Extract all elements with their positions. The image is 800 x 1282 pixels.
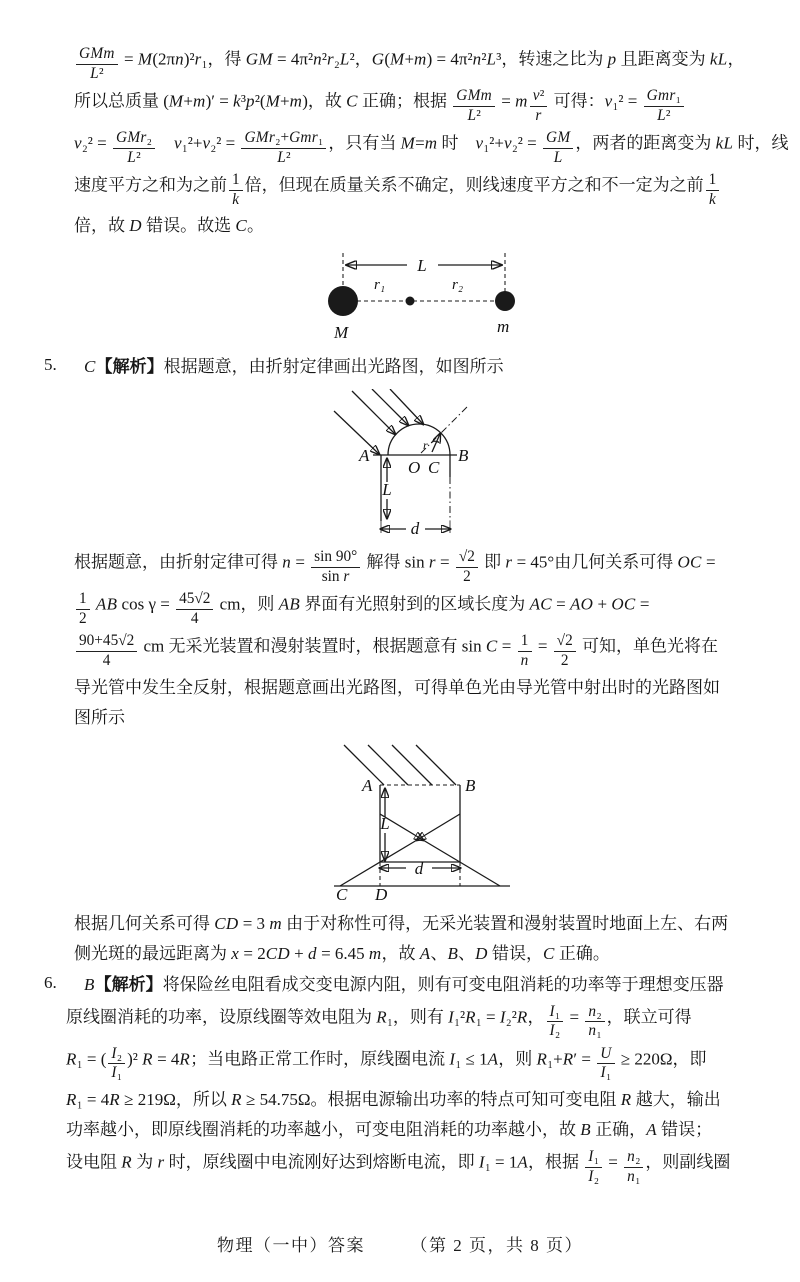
dimension-L [381,459,391,518]
text-line: R₁ = ( $\frac{\text{I₂}}{\text{I₁}}$ )² R = 4R；当电路正常工作时，原线圈电流 I₁ ≤ 1A，则 R₁+R′ = $\frac{U}{\text{I₁}}$ ≥ 220Ω，即 [66,1044,707,1082]
text-line: 根据几何关系可得 CD = 3 m 由于对称性可得，无采光装置和漫射装置时地面上左、右两 [74,913,729,933]
label-d: d [414,858,424,878]
text-line: 设电阻 R 为 r 时，原线圈中电流刚好达到熔断电流，即 I₁ = 1A，根据 $\frac{\text{I₁}}{\text{I₂}}$ = $\frac{\text{n₂}}{\text{n₁}}$ ，则副线圈 [66,1148,731,1185]
paragraph-refraction [74,549,750,730]
label-m: m [497,316,510,336]
figure-two-body-diagram [44,245,750,345]
barycenter-dot [406,296,415,305]
text-line: B【解析】将保险丝电阻看成交变电源内阻，则有可变电阻消耗的功率等于理想变压器 [84,975,724,995]
text-line: C【解析】根据题意，由折射定律画出光路图，如图所示 [84,356,504,376]
label-r2: r₂ [452,276,464,293]
text-line: 速度平方之和为之前 $\frac{1}{k}$ 倍，但现在质量关系不确定，则线速度平方之和不一定为之前 $\frac{1}{k}$ [74,172,750,208]
label-angle-r: r [423,438,428,453]
label-B: B [458,446,469,466]
paragraph-geometry [74,912,750,967]
mass-M-dot [328,286,358,316]
label-O: O [408,458,421,478]
dimension-L [379,789,389,860]
text-line: $\frac{90+45√2}{4}$ cm 无采光装置和漫射装置时，根据题意有 sin C = $\frac{1}{n}$ = $\frac{√2}{2}$ 可知，单色光将在 [74,633,750,669]
paragraph-gravitation [74,45,789,239]
dome-arc [388,424,450,455]
text-line: 原线圈消耗的功率，设原线圈等效电阻为 R₁，则有 I₁²R₁ = I₂²R， $\frac{\text{I₁}}{\text{I₂}}$ = $\frac{\text{n₂}}{\text{n₁}}$ ，联立可得 [66,1002,692,1040]
incident-rays [344,745,456,785]
text-line: $\frac{\text{GMm}}{\text{L²}}$ = M(2πn)²r₁，得 GM = 4π²n²r₂L²，G(M+m) = 4π²n²L³，转速之比为 p 且距离变为 kL， [74,46,750,82]
text-line: 所以总质量 (M+m)′ = k³p²(M+m)，故 C 正确；根据 $\frac{\text{GMm}}{\text{L²}}$ = m $\frac{\text{v²}}{r}$ 可得：v₁² = $\frac{\text{Gmr₁}}{\text{L²}}$ [74,88,750,124]
text-line: 根据题意，由折射定律可得 n = $\frac{\sin 90^\circ}{\text{sin r}}$ 解得 sin r = $\frac{√2}{2}$ 即 r = 45°由几何关系可得 OC = [74,548,716,585]
label-d: d [410,519,420,539]
text-line: 导光管中发生全反射，根据题意画出光路图，可得单色光由导光管中射出时的光路图如 [74,677,720,697]
page-footer [0,1231,800,1256]
text-line: v₂² = $\frac{\text{GMr₂}}{\text{L²}}$ v₁²+v₂² = $\frac{\text{GMr₂+Gmr₁}}{\text{L²}}$ ，只有当 M=m 时 v₁²+v₂² = $\frac{GM}{L}$ ，两者的距离变为 kL 时，线 [74,129,789,166]
figure-light-pipe-exit-diagram [44,737,750,902]
footer-page-number: （第 2 页，共 8 页） [410,1236,583,1255]
item-6-body [66,973,750,1191]
text-line: $\frac{1}{2}$ AB cos γ = $\frac{45√2}{4}$ cm，则 AB 界面有光照射到的区域长度为 AC = AO + OC = [74,591,750,627]
text-line: 图所示 [74,708,125,728]
text-line: 功率越小，即原线圈消耗的功率越小，可变电阻消耗的功率越小，故 B 正确，A 错误； [66,1120,713,1140]
two-body-svg [286,245,536,345]
text-line: 倍，故 D 错误。故选 C。 [74,216,264,236]
label-L: L [417,255,427,275]
label-L: L [380,813,390,833]
label-B: B [465,775,476,795]
mass-m-dot [495,291,515,311]
light-pipe-exit-svg [318,737,528,902]
label-A: A [362,775,373,795]
dimension-d [381,519,450,538]
label-M: M [334,322,349,342]
refracted-ray [432,434,440,452]
label-D: D [375,884,388,902]
label-L: L [382,480,392,500]
figure-light-pipe-entry-diagram [44,389,750,539]
item-5-number: 5. [44,354,57,374]
label-C: C [336,884,348,902]
item-6-number: 6. [44,973,57,993]
label-A: A [359,446,370,466]
dimension-L [343,253,505,301]
item-5 [44,355,750,386]
text-line: R₁ = 4R ≥ 219Ω，所以 R ≥ 54.75Ω。根据电源输出功率的特点可知可变电阻 R 越大，输出 [66,1089,721,1109]
footer-doc-title: 物理（一中）答案 [217,1236,365,1255]
light-pipe-entry-svg [324,389,514,539]
incident-rays [334,389,423,454]
text-line: 侧光斑的最远距离为 x = 2CD + d = 6.45 m，故 A、B、D 错误，C 正确。 [74,944,610,964]
item-5-body [84,355,750,386]
label-r1: r₁ [374,276,386,293]
item-6 [44,973,750,1191]
label-C: C [428,458,440,478]
